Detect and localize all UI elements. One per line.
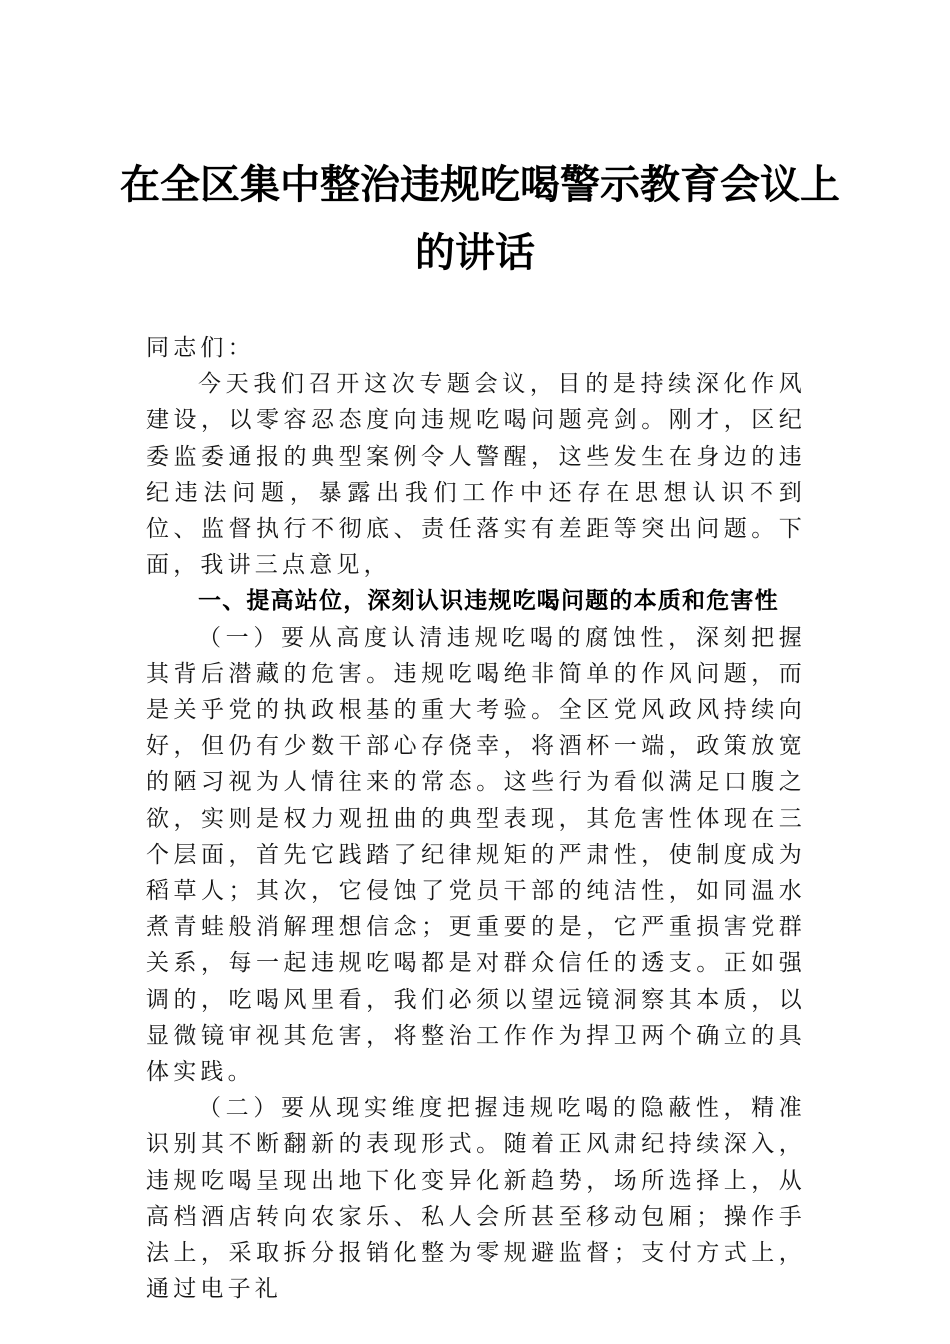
- salutation: 同志们：: [146, 335, 255, 361]
- paragraph-1-1: （一）要从高度认清违规吃喝的腐蚀性，深刻把握其背后潜藏的危害。违规吃喝绝非简单的作风问题，而是关乎党的执政根基的重大考验。全区党风政风持续向好，但仍有少数干部心存侥幸，将酒杯一端，政策放宽的陋习视为人情往来的常态。这些行为看似满足口腹之欲，实则是权力观扭曲的典型表现，其危害性体现在三个层面，首先它践踏了纪律规矩的严肃性，使制度成为稻草人；其次，它侵蚀了党员干部的纯洁性，如同温水煮青蛙般消解理想信念；更重要的是，它严重损害党群关系，每一起违规吃喝都是对群众信任的透支。正如强调的，吃喝风里看，我们必须以望远镜洞察其本质，以显微镜审视其危害，将整治工作作为捍卫两个确立的具体实践。: [146, 624, 806, 1086]
- document-body: [146, 330, 806, 1307]
- paragraph-1-2: （二）要从现实维度把握违规吃喝的隐蔽性，精准识别其不断翻新的表现形式。随着正风肃纪持续深入，违规吃喝呈现出地下化变异化新趋势，场所选择上，从高档酒店转向农家乐、私人会所甚至移动包厢；操作手法上，采取拆分报销化整为零规避监督；支付方式上，通过电子礼: [146, 1095, 806, 1303]
- document-title-line-2: 的讲话: [415, 229, 535, 276]
- document-title-line-1: 在全区集中整治违规吃喝警示教育会议上: [120, 161, 840, 208]
- section-heading-1: 一、提高站位，深刻认识违规吃喝问题的本质和危害性: [198, 588, 779, 615]
- intro-paragraph: 今天我们召开这次专题会议，目的是持续深化作风建设，以零容忍态度向违规吃喝问题亮剑。刚才，区纪委监委通报的典型案例令人警醒，这些发生在身边的违纪违法问题，暴露出我们工作中还存在思想认识不到位、监督执行不彻底、责任落实有差距等突出问题。下面，我讲三点意见，: [146, 371, 806, 579]
